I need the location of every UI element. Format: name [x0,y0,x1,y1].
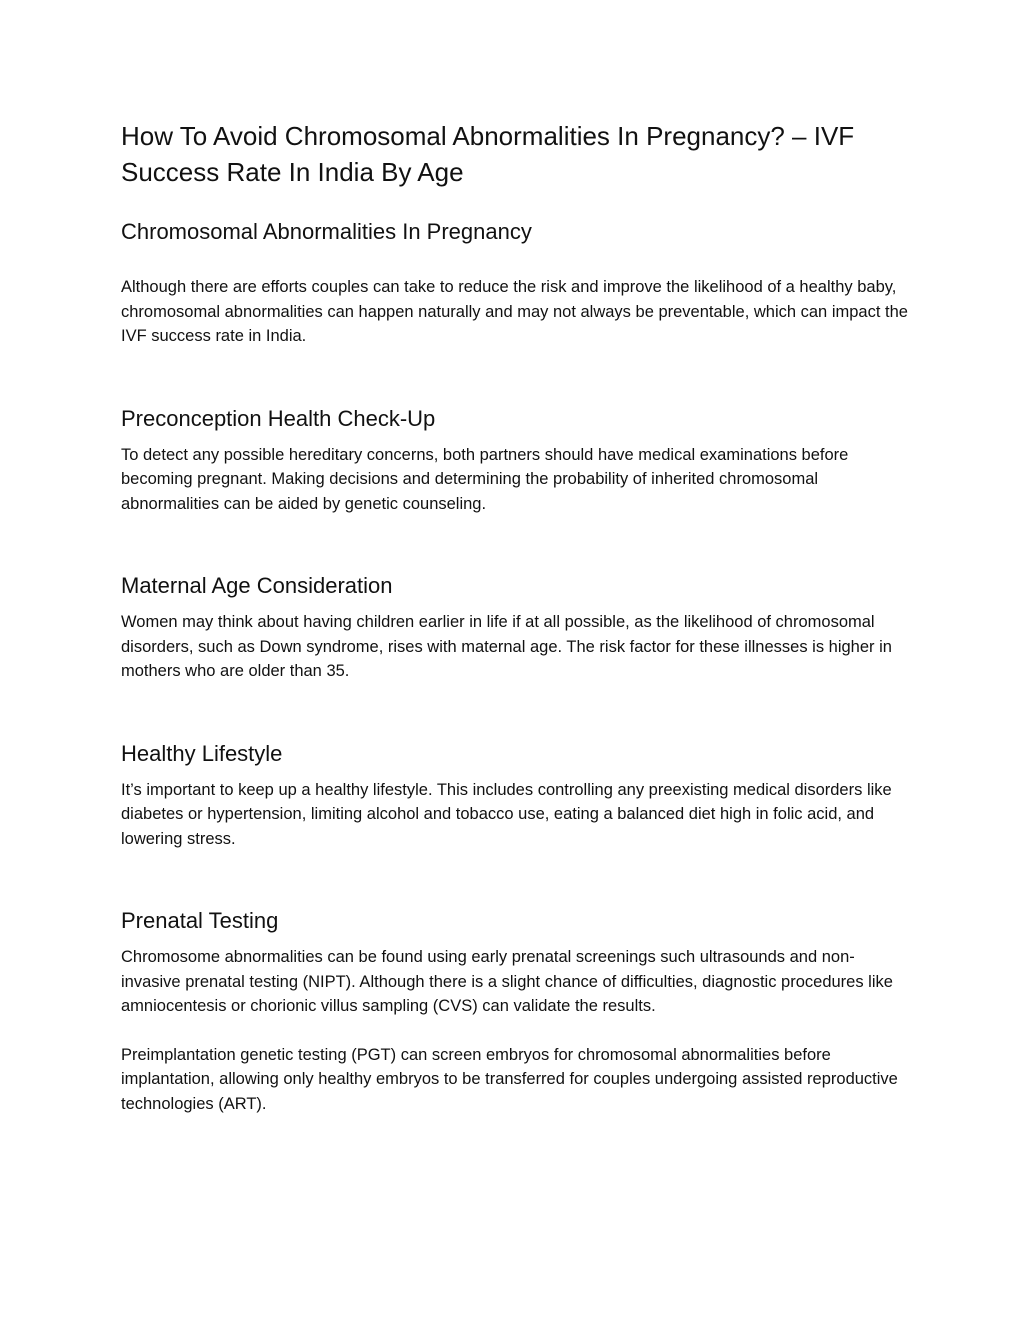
section-heading: Preconception Health Check-Up [121,405,436,431]
intro-paragraph: Although there are efforts couples can take to reduce the risk and improve the likelihood of a healthy baby, chromosomal abnormalities can happen naturally and may not always be preventable, which can impact the IVF success rate in India. [121,278,908,345]
document-title: How To Avoid Chromosomal Abnormalities In Pregnancy? – IVF Success Rate In India By Age [121,121,855,187]
section-heading: Maternal Age Consideration [121,573,393,598]
section-healthy-lifestyle [121,740,911,852]
section-maternal-age [121,572,911,684]
section-heading: Prenatal Testing [121,908,279,933]
intro-heading: Chromosomal Abnormalities In Pregnancy [121,219,532,244]
section-preconception-health [121,405,911,517]
section-paragraph: Women may think about having children earlier in life if at all possible, as the likelihood of chromosomal disorders, such as Down syndrome, rises with maternal age. The risk factor for these illnesses is higher in mothers who are older than 35. [121,613,892,680]
document-page [121,118,911,1116]
section-heading: Healthy Lifestyle [121,740,283,766]
section-paragraph: Preimplantation genetic testing (PGT) can screen embryos for chromosomal abnormalities before implantation, allowing only healthy embryos to be transferred for couples undergoing assisted reproductive technologies (ART). [121,1045,898,1113]
section-paragraph: Chromosome abnormalities can be found using early prenatal screenings such ultrasounds and non-invasive prenatal testing (NIPT). Although there is a slight chance of difficulties, diagnostic procedures like amniocentesis or chorionic villus sampling (CVS) can validate the results. [121,948,893,1015]
section-paragraph: To detect any possible hereditary concerns, both partners should have medical examinations before becoming pregnant. Making decisions and determining the probability of inherited chromosomal abnormalities can be aided by genetic counseling. [121,445,849,513]
section-paragraph: It’s important to keep up a healthy lifestyle. This includes controlling any preexisting medical disorders like diabetes or hypertension, limiting alcohol and tobacco use, eating a balanced diet high in folic acid, and lowering stress. [121,780,892,848]
section-prenatal-testing [121,907,911,1116]
